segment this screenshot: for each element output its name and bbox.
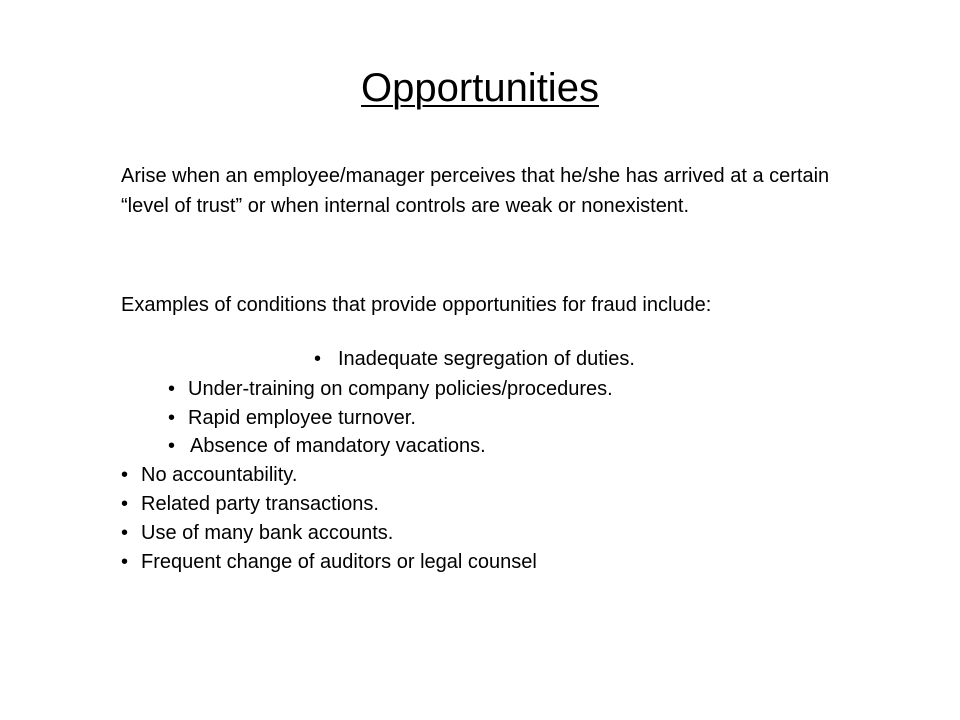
- list-item-text: Absence of mandatory vacations.: [190, 435, 486, 457]
- intro-paragraph: Arise when an employee/manager perceives that he/she has arrived at a certain “level of trust” or when internal controls are weak or nonexistent.: [121, 165, 830, 217]
- list-item: [168, 431, 486, 461]
- bullet-icon: •: [314, 348, 322, 370]
- list-item-text: No accountability.: [141, 464, 298, 486]
- bullet-icon: •: [121, 551, 129, 573]
- list-item-text: Rapid employee turnover.: [188, 407, 416, 429]
- list-item-text: Use of many bank accounts.: [141, 522, 394, 544]
- list-item: [314, 344, 635, 374]
- list-item: [121, 547, 537, 577]
- list-item: [121, 518, 393, 548]
- slide-title: Opportunities: [361, 66, 599, 110]
- list-item-text: Related party transactions.: [141, 493, 379, 515]
- bullet-icon: •: [168, 378, 176, 400]
- list-item: [121, 489, 379, 519]
- list-item: [168, 374, 613, 404]
- examples-heading: Examples of conditions that provide opportunities for fraud include:: [121, 294, 712, 316]
- list-item-text: Under-training on company policies/procedures.: [188, 378, 613, 400]
- bullet-icon: •: [121, 493, 129, 515]
- list-item-text: Frequent change of auditors or legal counsel: [141, 551, 537, 573]
- bullet-icon: •: [121, 522, 129, 544]
- bullet-icon: •: [168, 435, 176, 457]
- list-item: [168, 403, 416, 433]
- bullet-icon: •: [168, 407, 176, 429]
- list-item-text: Inadequate segregation of duties.: [338, 348, 635, 370]
- bullet-icon: •: [121, 464, 129, 486]
- list-item: [121, 460, 297, 490]
